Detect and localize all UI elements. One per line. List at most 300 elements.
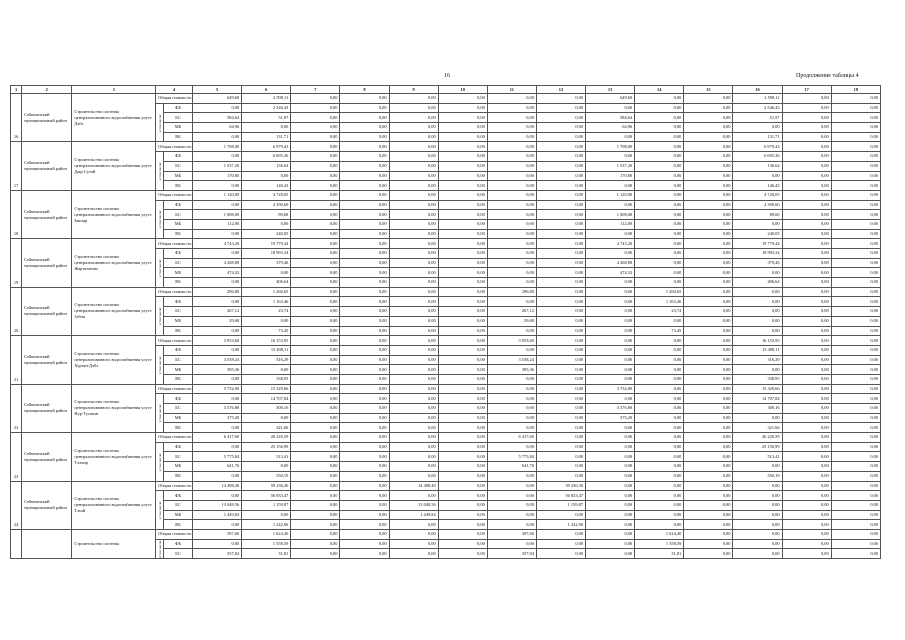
value-cell: 0,00 <box>291 374 340 384</box>
value-cell: 0,00 <box>733 462 782 472</box>
value-cell: 0,00 <box>635 384 684 394</box>
value-cell: 0,00 <box>684 471 733 481</box>
value-cell: 0,00 <box>340 181 389 191</box>
value-cell: 0,00 <box>291 491 340 501</box>
including-label-cell <box>156 200 164 239</box>
value-cell: 0,00 <box>733 171 782 181</box>
value-cell: 0,00 <box>684 229 733 239</box>
value-cell: 1 537,20 <box>586 161 635 171</box>
district-cell: Сеймчанский муниципальный район <box>22 481 72 529</box>
value-cell: 0,00 <box>536 510 585 520</box>
value-cell: 0,00 <box>635 423 684 433</box>
value-cell: 0,00 <box>536 462 585 472</box>
funding-source-label: МБ <box>163 413 192 423</box>
value-cell: 0,00 <box>487 471 536 481</box>
value-cell: 0,00 <box>635 161 684 171</box>
value-cell: 0,00 <box>193 103 242 113</box>
object-cell: Строительство системы централизованного водоснабжения улусе Нур-Тугшин <box>72 384 156 432</box>
value-cell: 0,00 <box>340 462 389 472</box>
value-cell: 1 449,84 <box>389 510 438 520</box>
value-cell: 0,00 <box>340 384 389 394</box>
including-label-cell <box>156 345 164 384</box>
value-cell: 0,00 <box>438 520 487 530</box>
value-cell: 0,00 <box>831 161 880 171</box>
value-cell: 0,00 <box>340 307 389 317</box>
including-label: в том числе: <box>157 539 162 558</box>
value-cell: 0,00 <box>536 200 585 210</box>
value-cell: 0,00 <box>340 229 389 239</box>
value-cell: 0,00 <box>438 123 487 133</box>
value-cell: 0,00 <box>586 181 635 191</box>
value-cell: 0,00 <box>193 326 242 336</box>
value-cell: 0,00 <box>340 413 389 423</box>
value-cell: 0,00 <box>635 433 684 443</box>
district-cell: Сеймчанский муниципальный район <box>22 433 72 481</box>
value-cell: 338,95 <box>242 374 291 384</box>
including-label-cell <box>156 539 164 558</box>
value-cell: 649,60 <box>586 94 635 104</box>
value-cell: 0,00 <box>536 94 585 104</box>
value-cell: 0,00 <box>684 374 733 384</box>
value-cell: 0,00 <box>389 152 438 162</box>
value-cell: 3 752,00 <box>586 384 635 394</box>
value-cell: 4 743,20 <box>586 239 635 249</box>
table-row-total <box>11 384 881 394</box>
value-cell: 0,00 <box>340 258 389 268</box>
value-cell: 0,00 <box>389 219 438 229</box>
value-cell: 0,00 <box>487 142 536 152</box>
including-label-cell <box>156 491 164 530</box>
value-cell: 0,00 <box>684 520 733 530</box>
value-cell: 73,45 <box>242 326 291 336</box>
value-cell: 0,00 <box>438 278 487 288</box>
value-cell: 0,00 <box>389 355 438 365</box>
including-label-cell <box>156 152 164 191</box>
value-cell: 131,71 <box>242 132 291 142</box>
value-cell: 0,00 <box>536 152 585 162</box>
value-cell: 0,00 <box>635 113 684 123</box>
value-cell: 56 833,47 <box>536 491 585 501</box>
value-cell: 0,00 <box>684 433 733 443</box>
value-cell: 0,00 <box>291 423 340 433</box>
value-cell: 0,00 <box>831 103 880 113</box>
value-cell: 0,00 <box>684 345 733 355</box>
value-cell: 0,00 <box>586 365 635 375</box>
funding-source-label: ФБ <box>163 200 192 210</box>
value-cell: 0,00 <box>340 94 389 104</box>
value-cell: 0,00 <box>536 258 585 268</box>
value-cell: 26 220,59 <box>733 433 782 443</box>
value-cell: 0,00 <box>831 413 880 423</box>
table-row-total <box>11 190 881 200</box>
value-cell: 0,00 <box>389 123 438 133</box>
object-cell: Строительство системы централизованного водоснабжения улусе Зэбэн <box>72 287 156 335</box>
column-number: 15 <box>684 86 733 94</box>
value-cell: 0,00 <box>635 316 684 326</box>
value-cell: 0,00 <box>536 404 585 414</box>
value-cell: 0,00 <box>586 287 635 297</box>
value-cell: 0,00 <box>684 181 733 191</box>
value-cell: 0,00 <box>586 529 635 539</box>
value-cell: 0,00 <box>536 268 585 278</box>
value-cell: 0,00 <box>340 423 389 433</box>
funding-total-label: Общая стоимость <box>156 94 193 104</box>
value-cell: 23,74 <box>242 307 291 317</box>
value-cell: 0,00 <box>635 103 684 113</box>
value-cell: 14 707,84 <box>242 394 291 404</box>
value-cell: 0,00 <box>831 471 880 481</box>
funding-source-label: МБ <box>163 462 192 472</box>
funding-source-label: БС <box>163 210 192 220</box>
value-cell: 1 537,20 <box>193 161 242 171</box>
value-cell: 0,00 <box>487 229 536 239</box>
value-cell: 0,00 <box>536 549 585 559</box>
value-cell: 0,00 <box>438 491 487 501</box>
value-cell: 0,00 <box>684 190 733 200</box>
value-cell: 0,00 <box>438 297 487 307</box>
value-cell: 146,43 <box>242 181 291 191</box>
column-number: 8 <box>340 86 389 94</box>
value-cell: 26 220,59 <box>242 433 291 443</box>
value-cell: 0,00 <box>586 481 635 491</box>
value-cell: 19 779,44 <box>733 239 782 249</box>
value-cell: 0,00 <box>291 471 340 481</box>
value-cell: 296,80 <box>193 287 242 297</box>
value-cell: 0,00 <box>831 307 880 317</box>
value-cell: 0,00 <box>389 471 438 481</box>
value-cell: 0,00 <box>389 384 438 394</box>
value-cell: 0,00 <box>782 268 831 278</box>
value-cell: 0,00 <box>389 278 438 288</box>
funding-source-label: БС <box>163 500 192 510</box>
value-cell: 56 833,47 <box>242 491 291 501</box>
value-cell: 5 775,84 <box>193 452 242 462</box>
value-cell: 0,00 <box>291 219 340 229</box>
column-number: 13 <box>586 86 635 94</box>
value-cell: 0,00 <box>340 142 389 152</box>
value-cell: 321,66 <box>733 423 782 433</box>
value-cell: 0,00 <box>291 142 340 152</box>
value-cell: 0,00 <box>635 336 684 346</box>
value-cell: 0,00 <box>291 278 340 288</box>
value-cell: 0,00 <box>536 307 585 317</box>
value-cell: 0,00 <box>438 374 487 384</box>
object-cell: Строительство системы централизованного водоснабжения улусе Бишир <box>72 190 156 238</box>
value-cell: 0,00 <box>291 500 340 510</box>
page-number: 16 <box>444 73 450 79</box>
value-cell: 59 236,30 <box>536 481 585 491</box>
row-number <box>11 529 22 558</box>
value-cell: 1 260,65 <box>242 287 291 297</box>
value-cell: 0,00 <box>831 374 880 384</box>
value-cell: 0,00 <box>487 394 536 404</box>
value-cell: 29,68 <box>193 316 242 326</box>
value-cell: 0,00 <box>831 123 880 133</box>
value-cell: 1 159,87 <box>536 500 585 510</box>
value-cell: 0,00 <box>291 316 340 326</box>
value-cell: 0,00 <box>438 229 487 239</box>
value-cell: 0,00 <box>193 491 242 501</box>
value-cell: 1 163,46 <box>635 297 684 307</box>
value-cell: 0,00 <box>536 123 585 133</box>
value-cell: 0,00 <box>536 287 585 297</box>
value-cell: 0,00 <box>487 123 536 133</box>
value-cell: 0,00 <box>782 384 831 394</box>
value-cell: 0,00 <box>389 549 438 559</box>
value-cell: 550,19 <box>733 471 782 481</box>
value-cell: 0,00 <box>586 433 635 443</box>
value-cell: 649,60 <box>193 94 242 104</box>
value-cell: 0,00 <box>831 423 880 433</box>
row-number: 19 <box>11 239 22 287</box>
value-cell: 0,00 <box>586 510 635 520</box>
value-cell: 0,00 <box>193 520 242 530</box>
value-cell: 112,00 <box>193 219 242 229</box>
value-cell: 474,32 <box>586 268 635 278</box>
value-cell: 0,00 <box>635 394 684 404</box>
value-cell: 0,00 <box>291 394 340 404</box>
value-cell: 0,00 <box>291 442 340 452</box>
value-cell: 0,00 <box>782 500 831 510</box>
funding-source-label: МБ <box>163 219 192 229</box>
value-cell: 0,00 <box>831 442 880 452</box>
value-cell: 0,00 <box>831 297 880 307</box>
value-cell: 0,00 <box>782 404 831 414</box>
value-cell: 0,00 <box>782 491 831 501</box>
value-cell: 0,00 <box>389 132 438 142</box>
funding-source-label: МБ <box>163 171 192 181</box>
value-cell: 0,00 <box>193 278 242 288</box>
value-cell: 0,00 <box>536 433 585 443</box>
value-cell: 0,00 <box>586 374 635 384</box>
value-cell: 25 156,99 <box>733 442 782 452</box>
funding-source-label: ФБ <box>163 394 192 404</box>
value-cell: 0,00 <box>536 355 585 365</box>
value-cell: 0,00 <box>291 481 340 491</box>
value-cell: 0,00 <box>831 384 880 394</box>
value-cell: 1 558,59 <box>635 539 684 549</box>
value-cell: 0,00 <box>487 520 536 530</box>
value-cell: 0,00 <box>291 307 340 317</box>
value-cell: 0,00 <box>291 210 340 220</box>
value-cell: 64,96 <box>586 123 635 133</box>
value-cell: 0,00 <box>193 132 242 142</box>
value-cell: 0,00 <box>487 94 536 104</box>
value-cell: 0,00 <box>831 200 880 210</box>
funding-total-label: Общая стоимость <box>156 529 193 539</box>
value-cell: 0,00 <box>635 94 684 104</box>
value-cell: 0,00 <box>438 345 487 355</box>
value-cell: 0,00 <box>684 94 733 104</box>
budget-table <box>10 85 881 559</box>
value-cell: 0,00 <box>635 413 684 423</box>
funding-source-label: БС <box>163 549 192 559</box>
value-cell: 0,00 <box>291 413 340 423</box>
value-cell: 0,00 <box>389 268 438 278</box>
value-cell: 0,00 <box>340 103 389 113</box>
value-cell: 0,00 <box>586 229 635 239</box>
funding-total-label: Общая стоимость <box>156 239 193 249</box>
value-cell: 0,00 <box>389 113 438 123</box>
value-cell: 0,00 <box>684 200 733 210</box>
value-cell: 131,71 <box>733 132 782 142</box>
column-number-row <box>11 86 881 94</box>
value-cell: 296,80 <box>487 287 536 297</box>
value-cell: 0,00 <box>684 316 733 326</box>
funding-source-label: МБ <box>163 365 192 375</box>
value-cell: 3 558,24 <box>193 355 242 365</box>
value-cell: 0,00 <box>536 210 585 220</box>
value-cell: 0,00 <box>782 94 831 104</box>
value-cell: 0,00 <box>389 336 438 346</box>
value-cell: 0,00 <box>291 94 340 104</box>
column-number: 3 <box>72 86 156 94</box>
value-cell: 0,00 <box>536 365 585 375</box>
value-cell: 406,64 <box>733 278 782 288</box>
value-cell: 0,00 <box>782 307 831 317</box>
value-cell: 0,00 <box>831 219 880 229</box>
value-cell: 0,00 <box>291 171 340 181</box>
value-cell: 474,32 <box>193 268 242 278</box>
value-cell: 0,00 <box>635 171 684 181</box>
funding-source-label: БС <box>163 113 192 123</box>
value-cell: 0,00 <box>782 345 831 355</box>
value-cell: 0,00 <box>831 433 880 443</box>
row-number: 21 <box>11 336 22 384</box>
value-cell: 0,00 <box>831 539 880 549</box>
district-cell: Сеймчанский муниципальный район <box>22 384 72 432</box>
column-number: 14 <box>635 86 684 94</box>
value-cell: 73,45 <box>635 326 684 336</box>
value-cell: 0,00 <box>291 345 340 355</box>
value-cell: 1 708,00 <box>586 142 635 152</box>
value-cell: 0,00 <box>340 365 389 375</box>
value-cell: 0,00 <box>831 520 880 530</box>
value-cell: 0,00 <box>438 404 487 414</box>
value-cell: 4 390,60 <box>733 200 782 210</box>
value-cell: 0,00 <box>193 200 242 210</box>
value-cell: 1 558,59 <box>242 539 291 549</box>
value-cell: 0,00 <box>782 152 831 162</box>
value-cell: 316,29 <box>242 355 291 365</box>
value-cell: 0,00 <box>536 142 585 152</box>
value-cell: 0,00 <box>684 394 733 404</box>
value-cell: 0,00 <box>340 200 389 210</box>
value-cell: 0,00 <box>193 442 242 452</box>
value-cell: 0,00 <box>733 307 782 317</box>
value-cell: 0,00 <box>193 249 242 259</box>
row-number: 24 <box>11 481 22 529</box>
value-cell: 0,00 <box>782 326 831 336</box>
value-cell: 338,95 <box>733 374 782 384</box>
value-cell: 0,00 <box>635 200 684 210</box>
value-cell: 0,00 <box>831 210 880 220</box>
value-cell: 0,00 <box>782 161 831 171</box>
value-cell: 0,00 <box>389 229 438 239</box>
value-cell: 0,00 <box>831 229 880 239</box>
value-cell: 0,00 <box>193 471 242 481</box>
value-cell: 1 163,46 <box>242 297 291 307</box>
value-cell: 0,00 <box>635 229 684 239</box>
value-cell: 1 624,40 <box>635 529 684 539</box>
value-cell: 146,43 <box>733 181 782 191</box>
value-cell: 0,00 <box>782 452 831 462</box>
value-cell: 300,16 <box>242 404 291 414</box>
value-cell: 0,00 <box>193 181 242 191</box>
value-cell: 0,00 <box>733 520 782 530</box>
value-cell: 0,00 <box>635 471 684 481</box>
funding-source-label: ВБ <box>163 423 192 433</box>
value-cell: 0,00 <box>487 413 536 423</box>
value-cell: 0,00 <box>782 239 831 249</box>
funding-source-label: ФБ <box>163 152 192 162</box>
value-cell: 240,05 <box>242 229 291 239</box>
including-label: в том числе: <box>157 210 162 229</box>
value-cell: 0,00 <box>340 481 389 491</box>
value-cell: 584,64 <box>586 113 635 123</box>
value-cell: 0,00 <box>242 268 291 278</box>
including-label: в том числе: <box>157 404 162 423</box>
value-cell: 0,00 <box>242 123 291 133</box>
value-cell: 0,00 <box>291 132 340 142</box>
value-cell: 0,00 <box>487 510 536 520</box>
value-cell: 6 417,60 <box>193 433 242 443</box>
value-cell: 379,46 <box>242 258 291 268</box>
value-cell: 0,00 <box>586 462 635 472</box>
value-cell: 375,20 <box>586 413 635 423</box>
funding-source-label: МБ <box>163 123 192 133</box>
value-cell: 0,00 <box>487 297 536 307</box>
value-cell: 23,74 <box>635 307 684 317</box>
value-cell: 0,00 <box>438 529 487 539</box>
value-cell: 0,00 <box>831 326 880 336</box>
value-cell: 0,00 <box>242 365 291 375</box>
value-cell: 3 558,24 <box>487 355 536 365</box>
funding-source-label: БС <box>163 355 192 365</box>
value-cell: 1 242,96 <box>242 520 291 530</box>
value-cell: 4 390,60 <box>242 200 291 210</box>
value-cell: 0,00 <box>389 462 438 472</box>
value-cell: 0,00 <box>536 539 585 549</box>
value-cell: 0,00 <box>291 539 340 549</box>
district-cell: Сеймчанский муниципальный район <box>22 142 72 190</box>
value-cell: 0,00 <box>487 210 536 220</box>
value-cell: 0,00 <box>340 500 389 510</box>
row-number: 18 <box>11 190 22 238</box>
value-cell: 0,00 <box>635 491 684 501</box>
value-cell: 0,00 <box>831 500 880 510</box>
value-cell: 0,00 <box>536 181 585 191</box>
value-cell: 0,00 <box>684 278 733 288</box>
value-cell: 0,00 <box>340 219 389 229</box>
value-cell: 0,00 <box>684 113 733 123</box>
value-cell: 0,00 <box>291 297 340 307</box>
value-cell: 0,00 <box>340 520 389 530</box>
value-cell: 395,36 <box>193 365 242 375</box>
value-cell: 0,00 <box>536 161 585 171</box>
value-cell: 0,00 <box>684 510 733 520</box>
value-cell: 0,00 <box>193 345 242 355</box>
value-cell: 0,00 <box>782 520 831 530</box>
value-cell: 0,00 <box>831 152 880 162</box>
value-cell: 0,00 <box>831 94 880 104</box>
value-cell: 29,68 <box>487 316 536 326</box>
value-cell: 0,00 <box>291 549 340 559</box>
value-cell: 0,00 <box>684 355 733 365</box>
funding-source-label: БС <box>163 452 192 462</box>
row-number: 17 <box>11 142 22 190</box>
value-cell: 0,00 <box>831 452 880 462</box>
